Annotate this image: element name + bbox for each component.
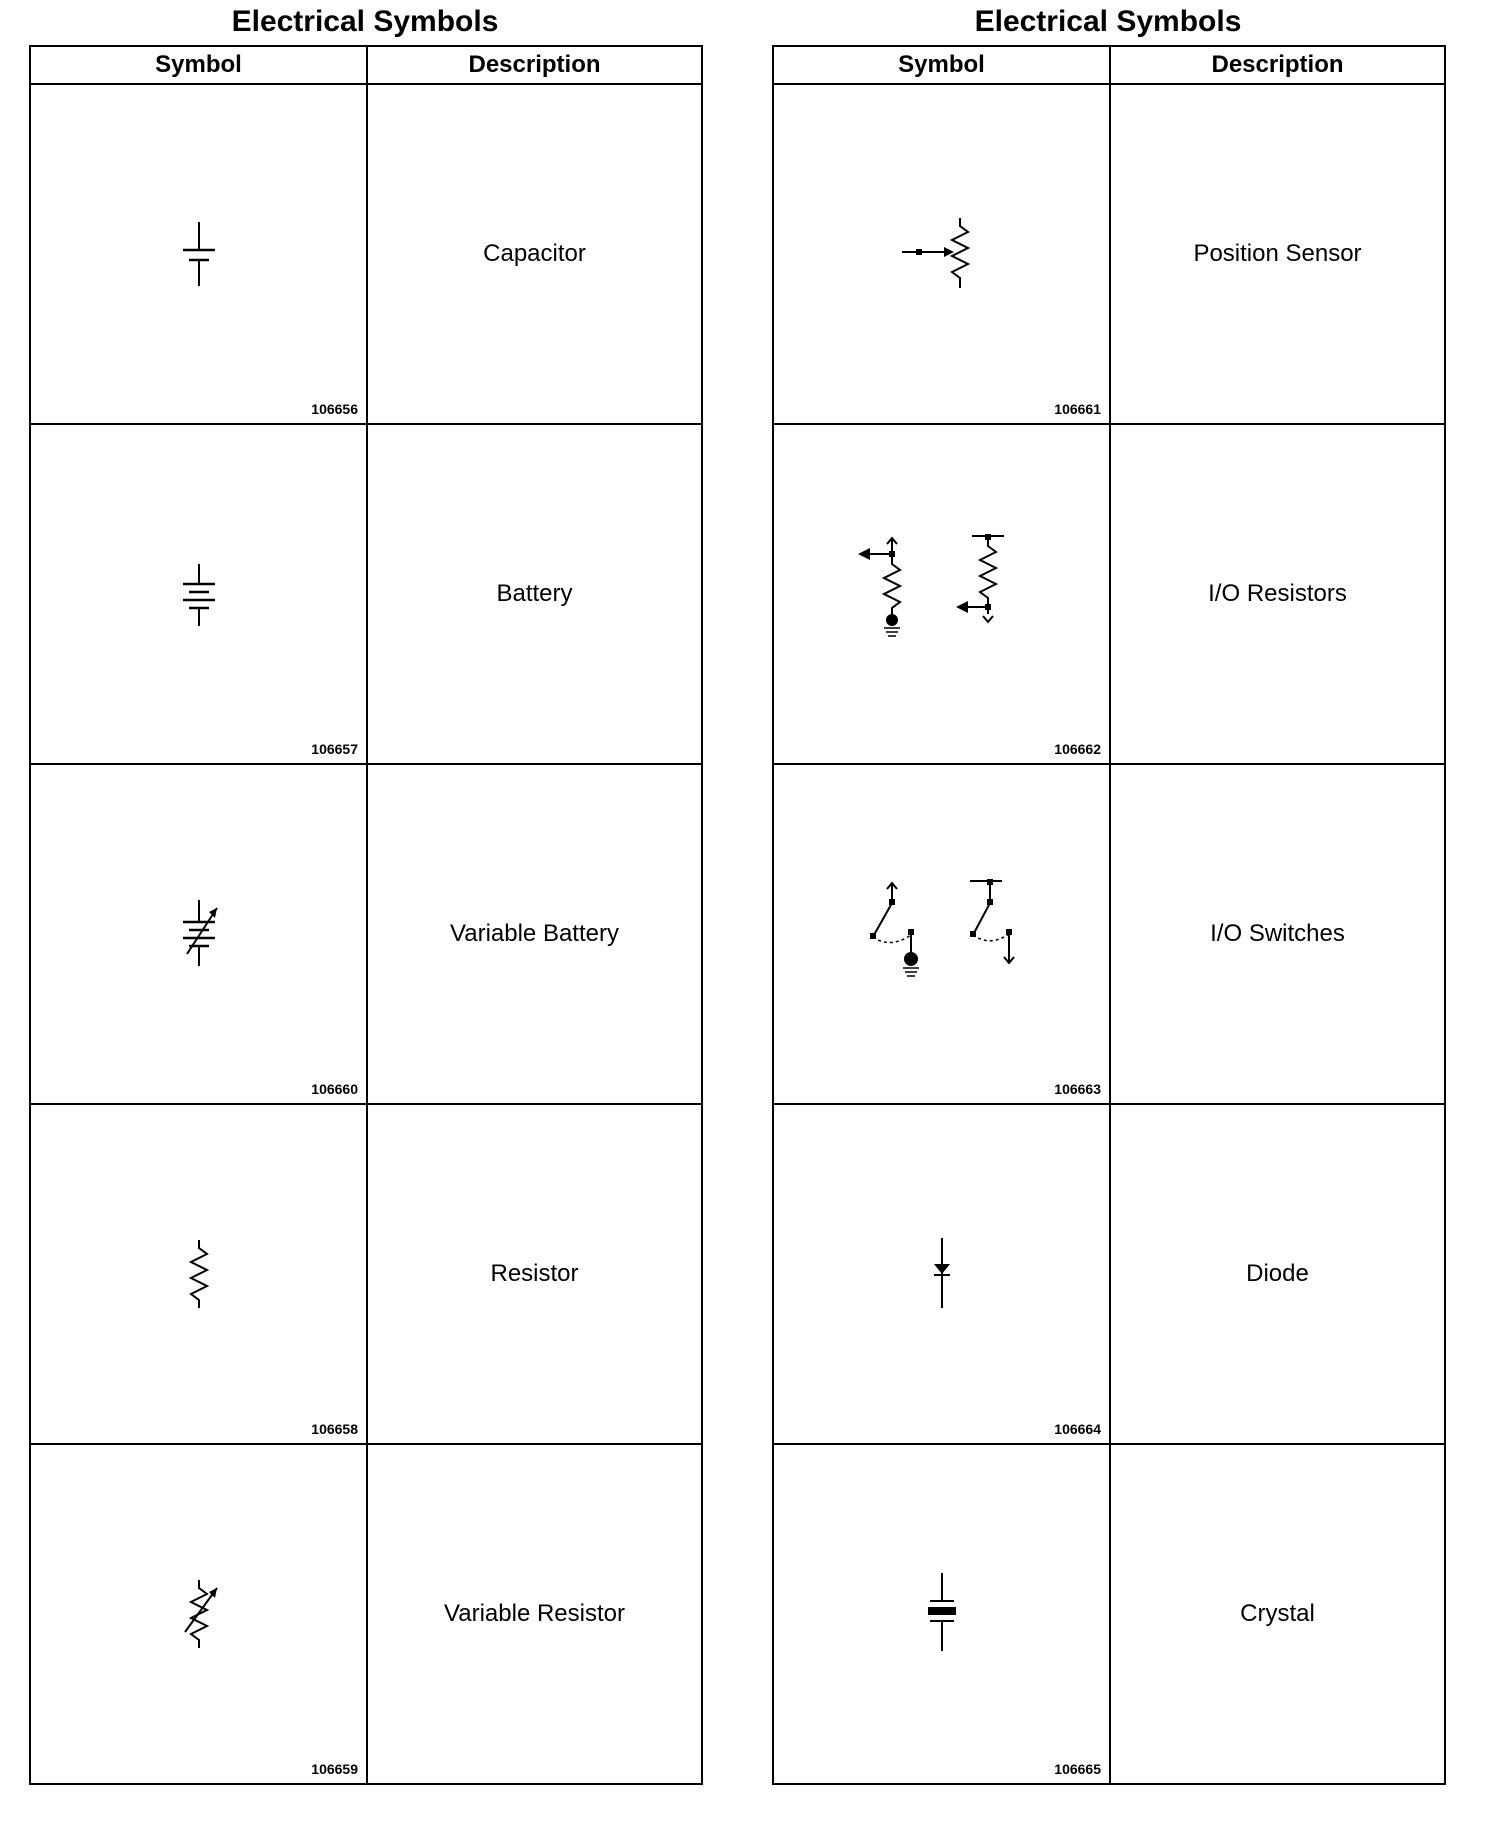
header-description: Description bbox=[367, 46, 702, 84]
diode-icon bbox=[912, 1234, 972, 1314]
panel-title: Electrical Symbols bbox=[974, 5, 1242, 38]
table-row bbox=[30, 764, 702, 1104]
position-sensor-icon bbox=[892, 214, 992, 294]
table-row bbox=[30, 1104, 702, 1444]
figure-code: 106661 bbox=[1054, 401, 1101, 417]
figure-code: 106662 bbox=[1054, 741, 1101, 757]
right-panel bbox=[772, 0, 1444, 1790]
figure-code: 106656 bbox=[311, 401, 358, 417]
figure-code: 106663 bbox=[1054, 1081, 1101, 1097]
table-row bbox=[773, 84, 1445, 424]
left-panel bbox=[29, 0, 701, 1790]
figure-code: 106665 bbox=[1054, 1761, 1101, 1777]
figure-code: 106664 bbox=[1054, 1421, 1101, 1437]
table-row bbox=[773, 1104, 1445, 1444]
battery-icon bbox=[169, 554, 229, 634]
description: Position Sensor bbox=[1110, 84, 1445, 424]
table-row bbox=[30, 1444, 702, 1784]
symbols-table bbox=[772, 45, 1446, 1785]
description: Battery bbox=[367, 424, 702, 764]
symbols-table bbox=[29, 45, 703, 1785]
header-symbol: Symbol bbox=[30, 46, 367, 84]
table-row bbox=[30, 424, 702, 764]
header-description: Description bbox=[1110, 46, 1445, 84]
resistor-icon bbox=[169, 1234, 229, 1314]
panel-title: Electrical Symbols bbox=[231, 5, 499, 38]
description: I/O Resistors bbox=[1110, 424, 1445, 764]
description: Variable Resistor bbox=[367, 1444, 702, 1784]
description: Capacitor bbox=[367, 84, 702, 424]
table-row bbox=[773, 1444, 1445, 1784]
header-symbol: Symbol bbox=[773, 46, 1110, 84]
variable-battery-icon bbox=[169, 894, 229, 974]
variable-resistor-icon bbox=[169, 1574, 229, 1654]
io-switches-icon bbox=[852, 879, 1032, 989]
description: Diode bbox=[1110, 1104, 1445, 1444]
figure-code: 106660 bbox=[311, 1081, 358, 1097]
description: I/O Switches bbox=[1110, 764, 1445, 1104]
figure-code: 106659 bbox=[311, 1761, 358, 1777]
figure-code: 106657 bbox=[311, 741, 358, 757]
crystal-icon bbox=[912, 1569, 972, 1659]
description: Variable Battery bbox=[367, 764, 702, 1104]
description: Resistor bbox=[367, 1104, 702, 1444]
table-row bbox=[30, 84, 702, 424]
figure-code: 106658 bbox=[311, 1421, 358, 1437]
table-row bbox=[773, 424, 1445, 764]
capacitor-icon bbox=[169, 214, 229, 294]
io-resistors-icon bbox=[852, 534, 1032, 654]
table-row bbox=[773, 764, 1445, 1104]
description: Crystal bbox=[1110, 1444, 1445, 1784]
